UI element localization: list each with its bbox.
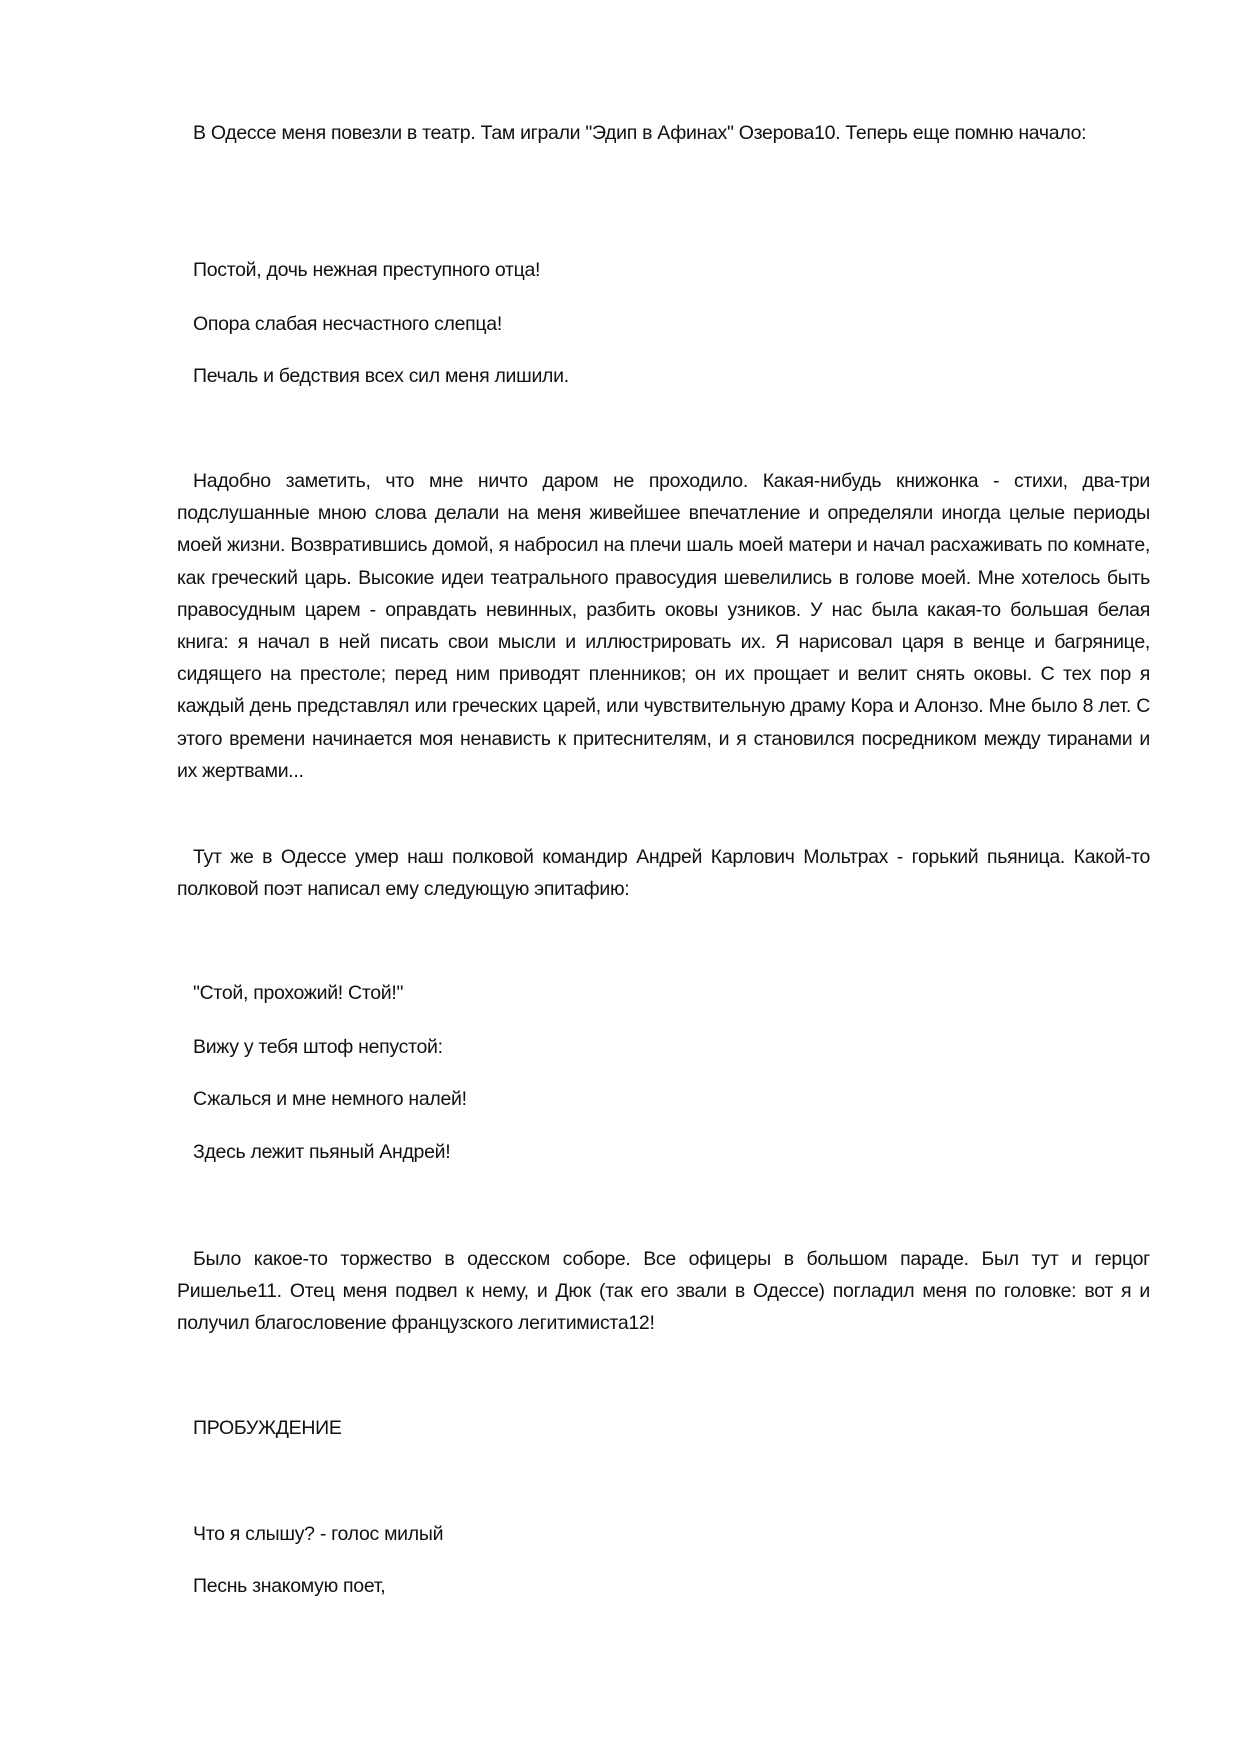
section-heading: ПРОБУЖДЕНИЕ <box>193 1417 342 1439</box>
verse-line: Вижу у тебя штоф непустой: <box>193 1036 443 1058</box>
verse-line: Что я слышу? - голос милый <box>193 1523 444 1545</box>
paragraph-impressions: Надобно заметить, что мне ничто даром не проходило. Какая-нибудь книжонка - стихи, два-три подслушанные мною слова делали на меня живейшее впечатление и определяли иногда целые периоды моей жизни. Возвратившись домой, я набросил на плечи шаль моей матери и начал расхаживать по комнате, как греческий царь. Высокие идеи театрального правосудия шевелились в голове моей. Мне хотелось быть правосудным царем - оправдать невинных, разбить оковы узников. У нас была какая-то большая белая книга: я начал в ней писать свои мысли и иллюстрировать их. Я нарисовал царя в венце и багрянице, сидящего на престоле; перед ним приводят пленников; он их прощает и велит снять оковы. С тех пор я каждый день представлял или греческих царей, или чувствительную драму Кора и Алонзо. Мне было 8 лет. С этого времени начинается моя ненависть к притеснителям, и я становился посредником между тиранами и их жертвами... <box>177 470 1150 782</box>
verse-line: Песнь знакомую поет, <box>193 1575 386 1597</box>
verse-line: Постой, дочь нежная преступного отца! <box>193 259 541 281</box>
verse-line: Опора слабая несчастного слепца! <box>193 313 502 335</box>
verse-line: Здесь лежит пьяный Андрей! <box>193 1141 451 1163</box>
paragraph-theatre: В Одессе меня повезли в театр. Там играли "Эдип в Афинах" Озерова10. Теперь еще помню начало: <box>193 122 1087 144</box>
paragraph-moltrakh: Тут же в Одессе умер наш полковой командир Андрей Карлович Мольтрах - горький пьяница. Какой-то полковой поэт написал ему следующую эпитафию: <box>177 846 1150 901</box>
verse-line: "Стой, прохожий! Стой!" <box>193 982 404 1004</box>
verse-line: Печаль и бедствия всех сил меня лишили. <box>193 365 569 387</box>
paragraph-richelieu: Было какое-то торжество в одесском соборе. Все офицеры в большом параде. Был тут и герцог Ришелье11. Отец меня подвел к нему, и Дюк (так его звали в Одессе) погладил меня по головке: вот я и получил благословение французского легитимиста12! <box>177 1248 1150 1335</box>
verse-line: Сжалься и мне немного налей! <box>193 1088 467 1110</box>
